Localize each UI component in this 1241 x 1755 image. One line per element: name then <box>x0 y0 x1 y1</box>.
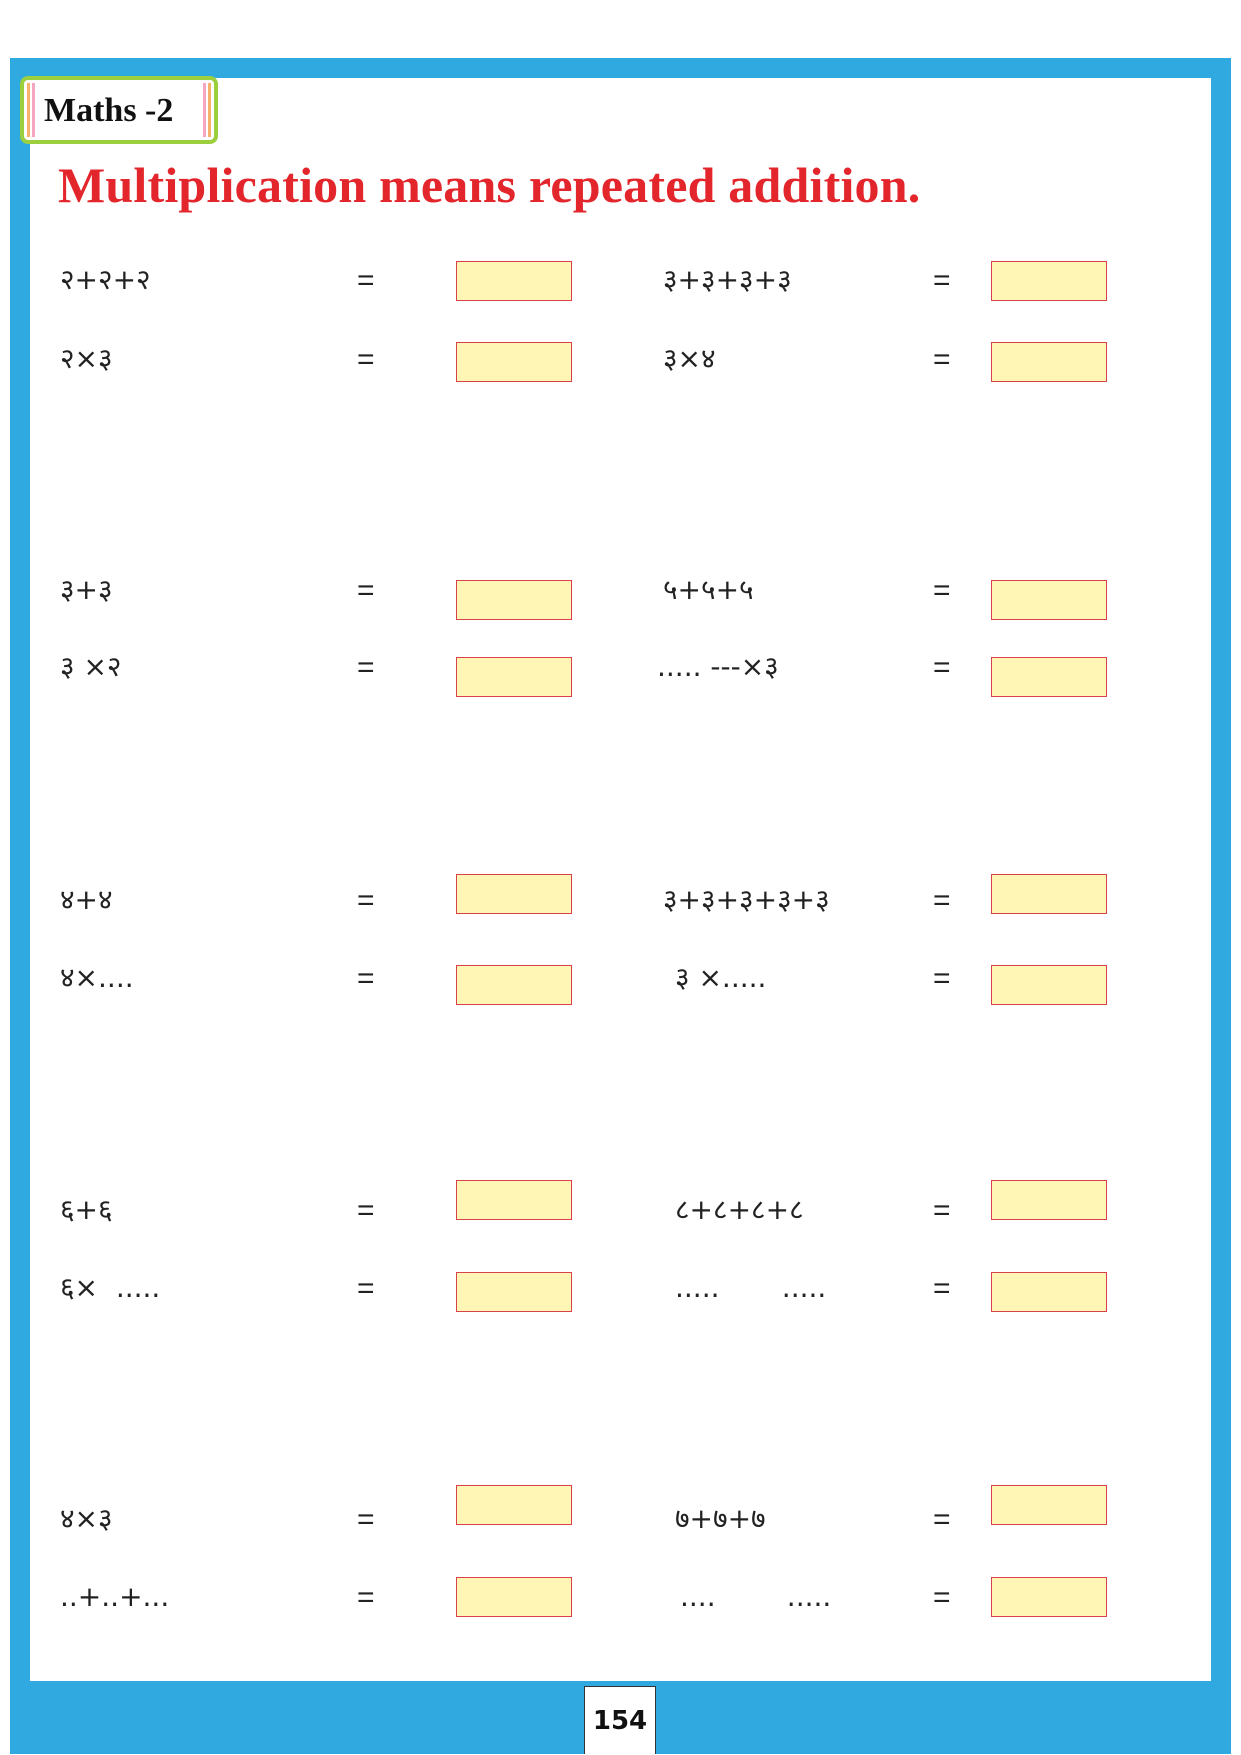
answer-box[interactable] <box>456 261 572 301</box>
answer-box[interactable] <box>456 657 572 697</box>
answer-box[interactable] <box>991 874 1107 914</box>
exercise-10-left-expression: ..+..+... <box>60 1580 170 1613</box>
equals-sign: = <box>933 1581 951 1614</box>
answer-box[interactable] <box>991 1485 1107 1525</box>
equals-sign: = <box>357 574 375 607</box>
answer-box[interactable] <box>456 580 572 620</box>
answer-box[interactable] <box>456 1577 572 1617</box>
exercise-1-left-expression: २+२+२ <box>60 263 151 296</box>
answer-box[interactable] <box>991 657 1107 697</box>
exercise-9-left-expression: ४×३ <box>60 1502 113 1535</box>
equals-sign: = <box>933 1194 951 1227</box>
equals-sign: = <box>357 1272 375 1305</box>
answer-box[interactable] <box>991 1180 1107 1220</box>
tag-stripe-left <box>27 83 37 137</box>
exercise-5-right-expression: ३+३+३+३+३ <box>663 883 830 916</box>
answer-box[interactable] <box>456 1180 572 1220</box>
equals-sign: = <box>357 1503 375 1536</box>
exercise-2-left-expression: २×३ <box>60 342 113 375</box>
answer-box[interactable] <box>991 261 1107 301</box>
answer-box[interactable] <box>456 874 572 914</box>
equals-sign: = <box>357 264 375 297</box>
equals-sign: = <box>933 574 951 607</box>
exercise-5-left-expression: ४+४ <box>60 883 113 916</box>
equals-sign: = <box>357 343 375 376</box>
equals-sign: = <box>933 264 951 297</box>
exercise-8-right-expression: ..... ..... <box>675 1271 827 1304</box>
answer-box[interactable] <box>991 1272 1107 1312</box>
exercise-6-right-expression: ३ ×..... <box>675 961 767 994</box>
equals-sign: = <box>357 651 375 684</box>
page-number: 154 <box>584 1686 656 1754</box>
exercise-6-left-expression: ४×.... <box>60 961 134 994</box>
equals-sign: = <box>357 884 375 917</box>
page-title: Multiplication means repeated addition. <box>58 157 921 213</box>
exercise-3-left-expression: ३+३ <box>60 573 113 606</box>
equals-sign: = <box>357 1194 375 1227</box>
equals-sign: = <box>357 962 375 995</box>
answer-box[interactable] <box>456 1272 572 1312</box>
answer-box[interactable] <box>456 1485 572 1525</box>
equals-sign: = <box>933 962 951 995</box>
tag-stripe-right <box>201 83 211 137</box>
exercise-10-right-expression: .... ..... <box>680 1580 832 1613</box>
answer-box[interactable] <box>991 965 1107 1005</box>
subject-tag <box>20 76 218 144</box>
exercise-8-left-expression: ६× ..... <box>60 1271 161 1304</box>
exercise-2-right-expression: ३×४ <box>663 342 716 375</box>
equals-sign: = <box>933 1503 951 1536</box>
exercise-4-right-expression: ..... ---×३ <box>657 650 779 683</box>
exercise-9-right-expression: ७+७+७ <box>675 1502 766 1535</box>
answer-box[interactable] <box>456 342 572 382</box>
answer-box[interactable] <box>991 1577 1107 1617</box>
equals-sign: = <box>933 651 951 684</box>
equals-sign: = <box>933 343 951 376</box>
equals-sign: = <box>933 1272 951 1305</box>
exercise-4-left-expression: ३ ×२ <box>60 650 122 683</box>
answer-box[interactable] <box>991 580 1107 620</box>
answer-box[interactable] <box>991 342 1107 382</box>
exercise-7-right-expression: ८+८+८+८ <box>675 1193 804 1226</box>
subject-tag-label: Maths -2 <box>44 92 174 129</box>
equals-sign: = <box>933 884 951 917</box>
exercise-7-left-expression: ६+६ <box>60 1193 113 1226</box>
equals-sign: = <box>357 1581 375 1614</box>
exercise-1-right-expression: ३+३+३+३ <box>663 263 792 296</box>
exercise-3-right-expression: ५+५+५ <box>663 573 754 606</box>
answer-box[interactable] <box>456 965 572 1005</box>
